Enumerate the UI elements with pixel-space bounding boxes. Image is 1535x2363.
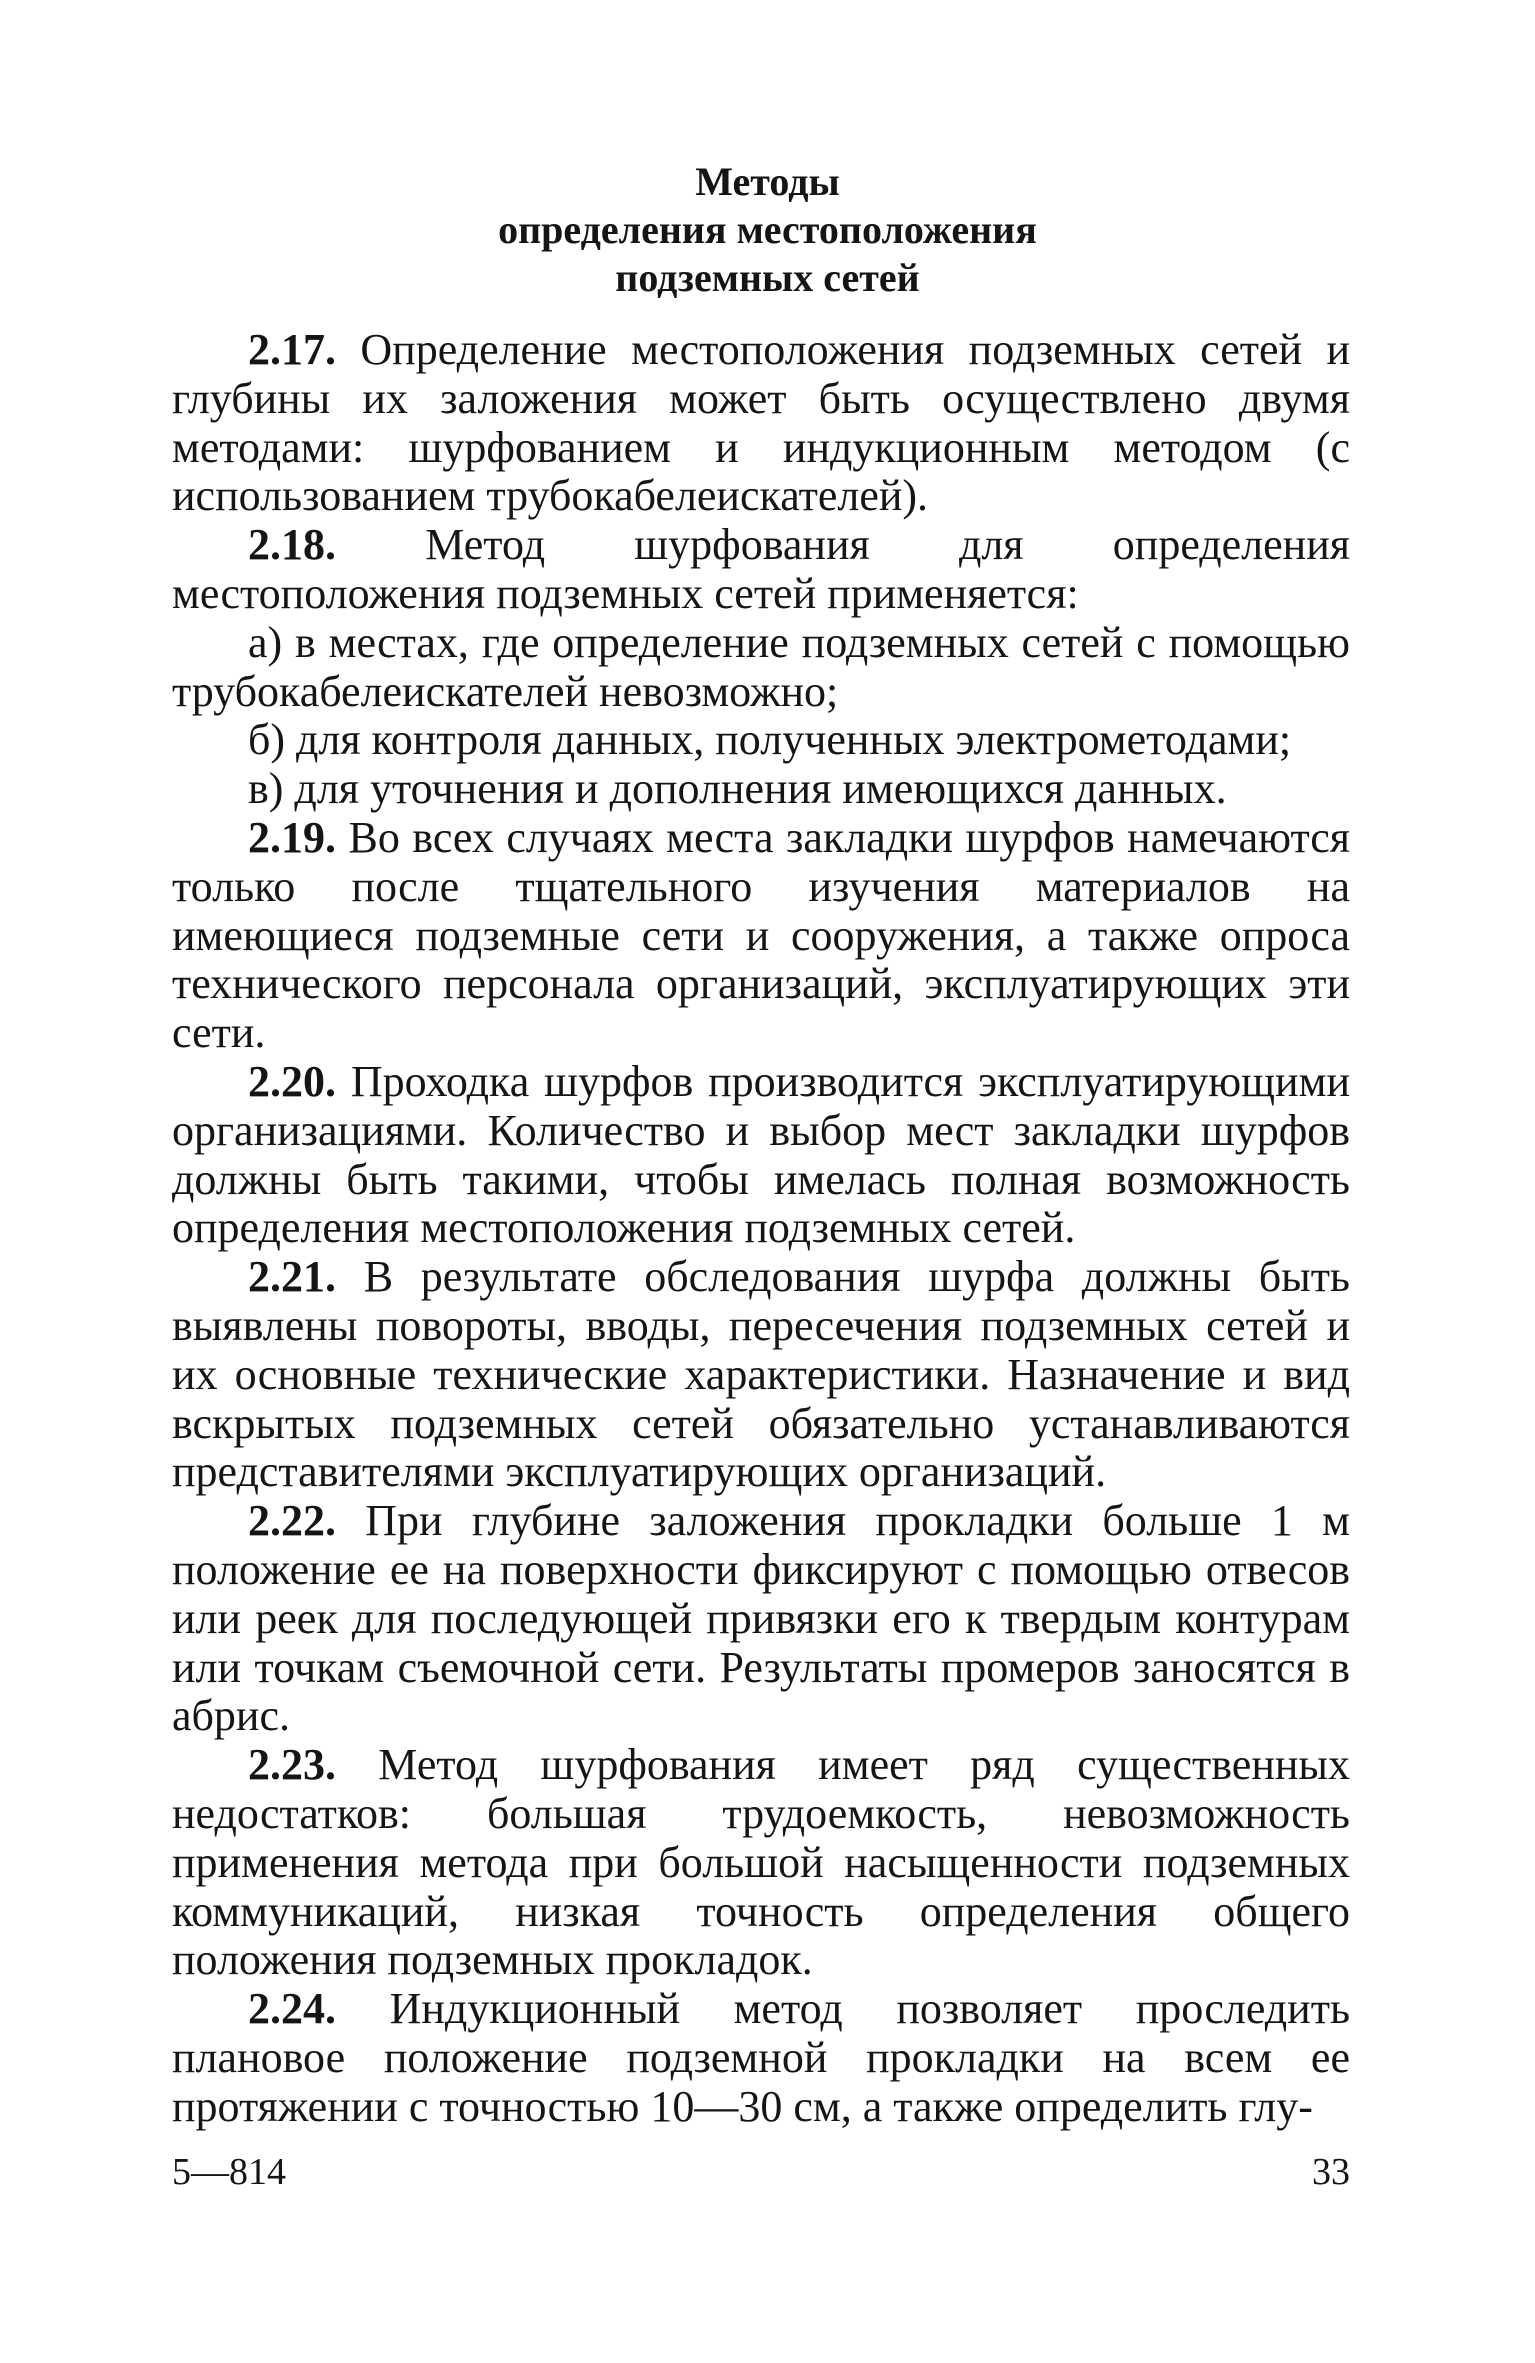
paragraph-2-17	[172, 326, 1350, 521]
list-item-a	[172, 619, 1350, 717]
heading-line-2: определения местоположения	[498, 207, 1037, 252]
paragraph-text: В результате обследования шурфа должны быть выявлены повороты, вводы, пересечения подземных сетей и их основные технические характеристики. Назначение и вид вскрытых подземных сетей обязательно устанавливаются представителями эксплуатирующих организаций.	[172, 1252, 1351, 1497]
paragraph-text: а) в местах, где определение подземных сетей с помощью трубокабелеискателей невозможно;	[172, 617, 1350, 716]
heading-line-1: Методы	[695, 159, 840, 204]
body-text	[172, 326, 1350, 2131]
heading-line-3: подземных сетей	[615, 255, 920, 300]
clause-number: 2.20.	[248, 1056, 336, 1106]
paragraph-text: Метод шурфования для определения местоположения подземных сетей применяется:	[172, 520, 1351, 618]
paragraph-2-24	[172, 1985, 1350, 2131]
paragraph-2-21	[172, 1253, 1350, 1497]
clause-number: 2.23.	[248, 1740, 336, 1790]
paragraph-text: б) для контроля данных, полученных электрометодами;	[248, 715, 1292, 765]
clause-number: 2.17.	[248, 325, 336, 374]
clause-number: 2.18.	[248, 520, 336, 570]
clause-number: 2.22.	[248, 1496, 336, 1546]
list-item-b	[172, 716, 1350, 765]
list-item-v	[172, 765, 1350, 814]
paragraph-text: При глубине заложения прокладки больше 1 м положение ее на поверхности фиксируют с помощью отвесов или реек для последующей привязки его к твердым контурам или точкам съемочной сети. Результаты промеров заносятся в абрис.	[172, 1496, 1350, 1741]
printer-signature: 5—814	[172, 2151, 286, 2193]
paragraph-text: Метод шурфования имеет ряд существенных недостатков: большая трудоемкость, невозможность применения метода при большой насыщенности подземных коммуникаций, низкая точность определения общего положения подземных прокладок.	[172, 1740, 1350, 1985]
paragraph-text: Во всех случаях места закладки шурфов намечаются только после тщательного изучения материалов на имеющиеся подземные сети и сооружения, а также опроса технического персонала организаций, эксплуатирующих эти сети.	[172, 812, 1350, 1058]
clause-number: 2.19.	[248, 812, 336, 862]
paragraph-text: Индукционный метод позволяет проследить плановое положение подземной прокладки на всем ее протяжении с точностью 10—30 см, а также определить глу-	[172, 1984, 1351, 2131]
paragraph-2-18	[172, 521, 1350, 619]
paragraph-2-20	[172, 1058, 1350, 1253]
page-number: 33	[1312, 2151, 1350, 2193]
paragraph-2-19	[172, 814, 1350, 1058]
paragraph-2-23	[172, 1741, 1350, 1985]
paragraph-text: в) для уточнения и дополнения имеющихся данных.	[248, 764, 1227, 814]
clause-number: 2.24.	[248, 1984, 336, 2034]
paragraph-2-22	[172, 1497, 1350, 1741]
clause-number: 2.21.	[248, 1252, 336, 1302]
paragraph-text: Определение местоположения подземных сетей и глубины их заложения может быть осуществлено двумя методами: шурфованием и индукционным методом (с использованием трубокабелеискателей).	[172, 325, 1350, 521]
paragraph-text: Проходка шурфов производится эксплуатирующими организациями. Количество и выбор мест закладки шурфов должны быть такими, чтобы имелась полная возможность определения местоположения подземных сетей.	[172, 1056, 1350, 1253]
section-heading	[0, 158, 1535, 302]
